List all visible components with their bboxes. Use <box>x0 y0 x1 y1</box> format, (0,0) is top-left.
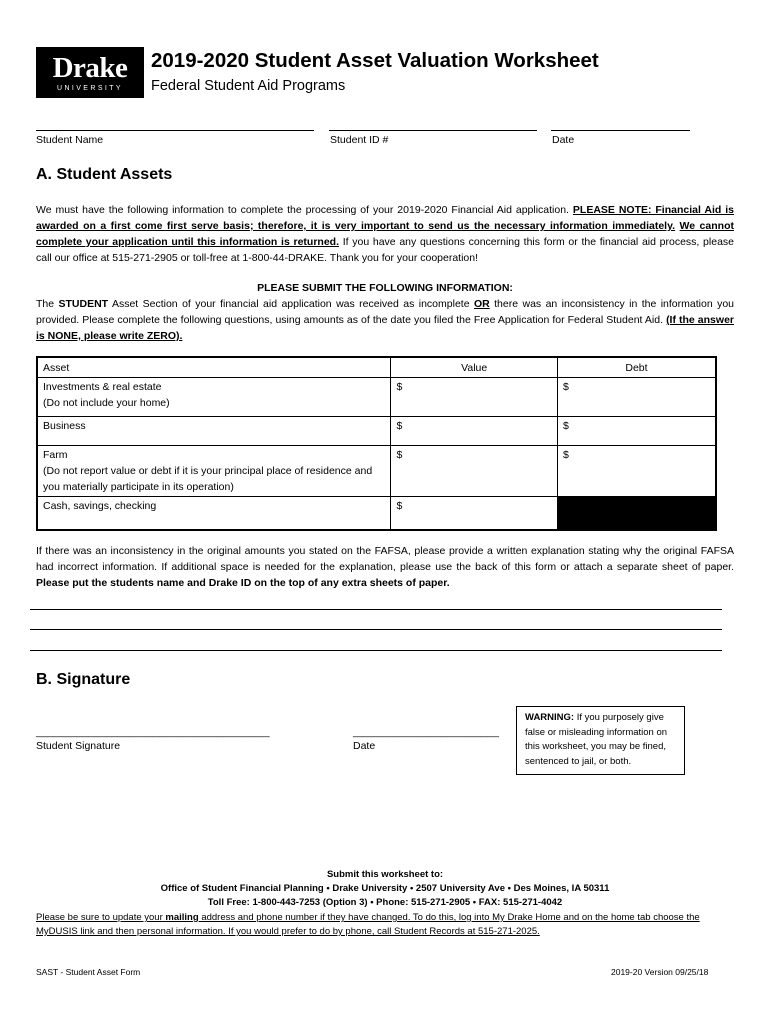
warning-box <box>516 706 685 775</box>
explanation-line-2[interactable] <box>30 629 722 630</box>
info-text-3: there was an inconsistency in the information you provided. Please complete the following questions, using amounts as of the date you filed the Free Application for Federal Student Aid. <box>36 298 735 326</box>
note-text-1: Please be sure to update your <box>36 912 163 923</box>
info-student: STUDENT <box>58 298 109 310</box>
submit-to-label: Submit this worksheet to: <box>326 869 444 880</box>
signature-date-label: Date <box>353 740 376 752</box>
value-input[interactable]: $ <box>391 378 558 417</box>
debt-input[interactable]: $ <box>557 417 716 446</box>
date-label: Date <box>552 134 575 146</box>
form-version: 2019-20 Version 09/25/18 <box>611 967 709 977</box>
asset-cell <box>37 446 391 497</box>
student-id-line[interactable] <box>329 130 537 131</box>
intro-paragraph <box>36 202 734 266</box>
debt-blocked-cell <box>557 497 716 530</box>
please-note-text: PLEASE NOTE: Financial Aid is awarded on a first come first serve basis; therefore, it is very important to send us the necessary information immediately. <box>36 204 735 232</box>
warning-label: WARNING: <box>525 712 575 723</box>
info-none: (If the answer is NONE, please write ZERO). <box>36 314 734 342</box>
value-input[interactable]: $ <box>391 446 558 497</box>
office-address: Office of Student Financial Planning • Drake University • 2507 University Ave • Des Moines, IA 50311 <box>160 883 610 894</box>
debt-input[interactable]: $ <box>557 378 716 417</box>
header-debt: Debt <box>557 357 716 378</box>
drake-university-logo <box>36 47 144 98</box>
info-or: OR <box>473 298 490 310</box>
explanation-line-3[interactable] <box>30 650 722 651</box>
signature-date-line[interactable]: _________________________ <box>353 726 499 738</box>
student-name-line[interactable] <box>36 130 314 131</box>
logo-sub: UNIVERSITY <box>56 85 123 92</box>
page-title: 2019-2020 Student Asset Valuation Worksheet <box>151 49 599 72</box>
asset-label: Business <box>37 417 391 446</box>
table-header-row <box>37 357 716 378</box>
info-text-2: Asset Section of your financial aid application was received as incomplete <box>111 298 470 310</box>
explanation-bold: Please put the students name and Drake ID on the top of any extra sheets of paper. <box>36 577 450 589</box>
explanation-paragraph <box>36 543 734 591</box>
explanation-line-1[interactable] <box>30 609 722 610</box>
value-input[interactable]: $ <box>391 497 558 530</box>
asset-cell <box>37 378 391 417</box>
asset-note: (Do not report value or debt if it is your principal place of residence and you materially participate in its operation) <box>43 465 373 493</box>
student-name-label: Student Name <box>36 134 104 146</box>
header-asset: Asset <box>37 357 391 378</box>
cannot-complete-text: We cannot complete your application until this information is returned. <box>36 220 734 248</box>
asset-label: Investments & real estate <box>43 381 162 393</box>
student-signature-label: Student Signature <box>36 740 121 752</box>
table-row <box>37 497 716 530</box>
value-input[interactable]: $ <box>391 417 558 446</box>
section-a-heading: A. Student Assets <box>36 166 173 183</box>
section-b-heading: B. Signature <box>36 671 131 688</box>
table-row <box>37 446 716 497</box>
note-text-2: address and phone number if they have changed. To do this, log into My Drake Home and on the home tab choose the MyDUSIS link and then personal information. If you would prefer to do by phone, call Student Records at 515-271-2025. <box>36 912 700 937</box>
asset-label: Cash, savings, checking <box>37 497 391 530</box>
warning-text: If you purposely give false or misleading information on this worksheet, you may be fined, sentenced to jail, or both. <box>525 712 668 767</box>
debt-input[interactable]: $ <box>557 446 716 497</box>
office-phones: Toll Free: 1-800-443-7253 (Option 3) • Phone: 515-271-2905 • FAX: 515-271-4042 <box>207 897 563 908</box>
explanation-text: If there was an inconsistency in the original amounts you stated on the FAFSA, please provide a written explanation stating why the original FAFSA had incorrect information. If additional space is needed for the explanation, please use the back of this form or attach a separate sheet of paper. <box>36 545 734 573</box>
date-line[interactable] <box>551 130 690 131</box>
form-id: SAST - Student Asset Form <box>36 967 141 977</box>
student-signature-line[interactable]: ________________________________________ <box>36 726 270 738</box>
submit-heading: PLEASE SUBMIT THE FOLLOWING INFORMATION: <box>257 282 513 294</box>
asset-table <box>36 356 717 531</box>
asset-note: (Do not include your home) <box>43 397 170 409</box>
student-id-label: Student ID # <box>330 134 389 146</box>
note-mailing: mailing <box>165 912 199 923</box>
logo-name: Drake <box>52 52 128 84</box>
intro-text-2: If you have any questions concerning this form or the financial aid process, please call our office at 515-271-2905 or toll-free at 1-800-44-DRAKE. Thank you for your cooperation! <box>36 236 734 264</box>
header-value: Value <box>391 357 558 378</box>
info-text-1: The <box>36 298 55 310</box>
table-row <box>37 378 716 417</box>
info-paragraph <box>36 296 734 344</box>
asset-label: Farm <box>43 449 68 461</box>
page-subtitle: Federal Student Aid Programs <box>151 78 346 94</box>
table-row <box>37 417 716 446</box>
update-address-note <box>36 911 734 939</box>
intro-text-1: We must have the following information to complete the processing of your 2019-2020 Financial Aid application. <box>36 204 569 216</box>
